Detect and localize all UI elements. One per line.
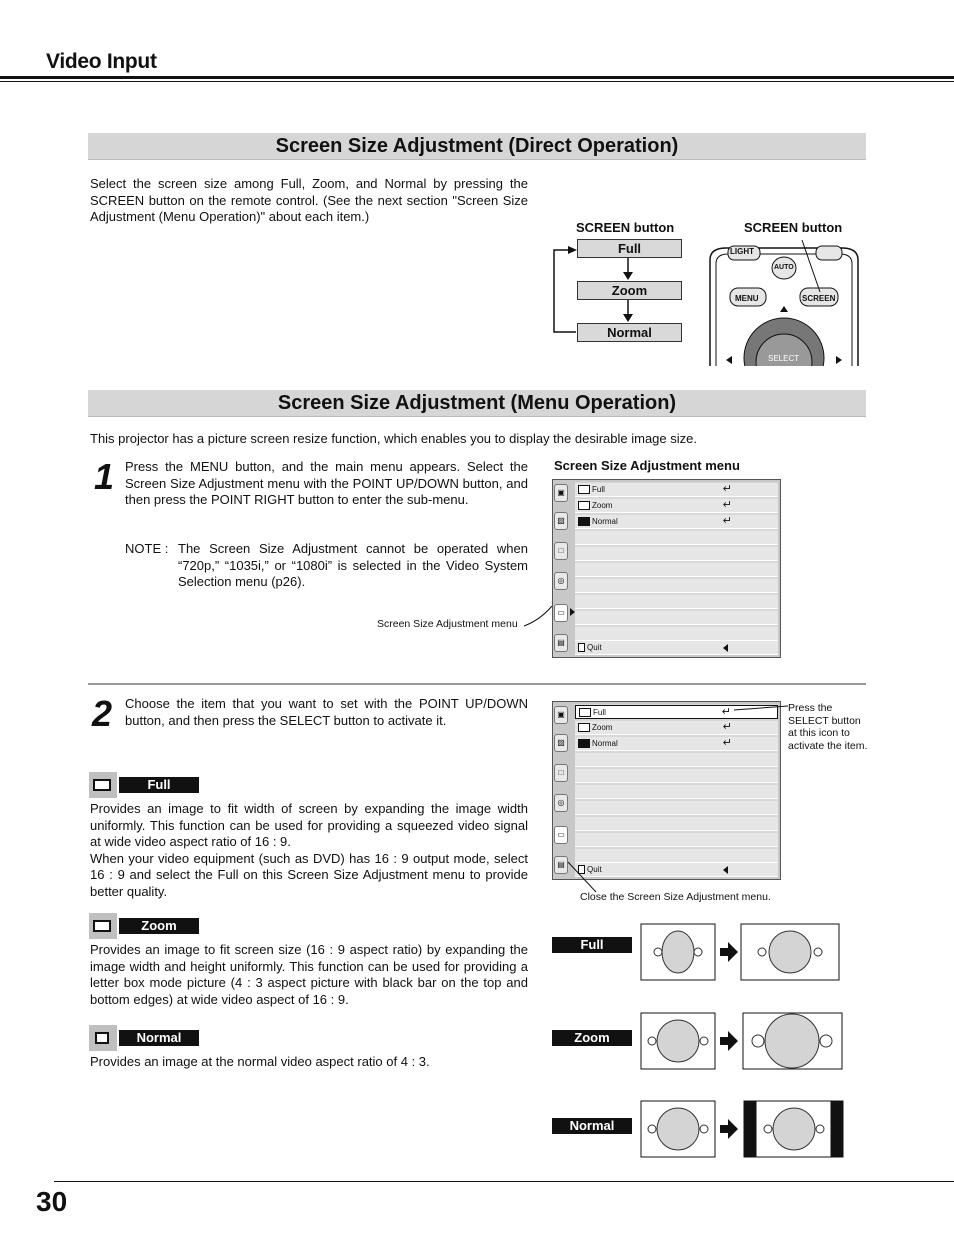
menu-tab-icon[interactable]: ▨ [554,512,568,530]
page-section-title: Video Input [46,50,157,73]
menu-item-full[interactable]: Full ↵ [575,483,778,497]
illus-label-zoom: Zoom [552,1030,632,1046]
menu-operation-intro: This projector has a picture screen resize function, which enables you to display the desirable image size. [90,431,697,446]
footer-rule [54,1181,954,1182]
menu-empty-row [575,611,778,625]
menu-empty-row [575,627,778,641]
remote-auto-key: AUTO [774,264,794,271]
menu-item-zoom[interactable]: Zoom ↵ [575,499,778,513]
menu-tab-icon[interactable]: ▨ [554,734,568,752]
menu-empty-row [575,547,778,561]
menu-sidebar [553,702,569,879]
cycle-item-normal: Normal [577,323,682,342]
illus-label-full: Full [552,937,632,953]
mode-label-normal: Normal [119,1030,199,1046]
menu-tab-icon[interactable]: □ [554,764,568,782]
mode-label-zoom: Zoom [119,918,199,934]
menu-tab-icon[interactable]: ▤ [554,856,568,874]
screen-size-tab-icon[interactable]: ▭ [554,604,568,622]
menu-caption: Screen Size Adjustment menu [554,458,740,473]
menu-tab-icon[interactable]: ▤ [554,634,568,652]
note-text: The Screen Size Adjustment cannot be operated when “720p,” “1035i,” or “1080i” is selected in the Video System Selection menu (p26). [178,541,528,589]
illus-label-normal: Normal [552,1118,632,1134]
step2-text: Choose the item that you want to set with the POINT UP/DOWN button, and then press the SELECT button to activate it. [125,696,528,728]
mode-label-full: Full [119,777,199,793]
menu-tab-icon[interactable]: ◎ [554,572,568,590]
menu-item-quit[interactable]: Quit [575,863,778,877]
step-number-2: 2 [92,693,113,734]
menu-sidebar [553,480,569,657]
page-number: 30 [36,1186,68,1217]
remote-control-illustration [706,240,866,366]
cycle-item-zoom: Zoom [577,281,682,300]
screen-size-menu-panel [552,479,781,658]
menu-tab-icon[interactable]: ◎ [554,794,568,812]
menu-empty-row [575,531,778,545]
aspect-ratio-illustrations [640,922,846,1160]
menu-item-normal[interactable]: Normal ↵ [575,515,778,529]
header-rule-thin [0,81,954,82]
note-prefix: NOTE : [125,541,169,556]
mode-desc-normal: Provides an image at the normal video aspect ratio of 4 : 3. [90,1054,430,1069]
direct-operation-text: Select the screen size among Full, Zoom, and Normal by pressing the SCREEN button on the remote control. (See the next section "Screen Size Adjustment (Menu Operation)" about each item.) [90,176,528,224]
remote-menu-key: MENU [735,294,759,303]
normal-mode-icon [89,1025,117,1051]
zoom-mode-icon [89,913,117,939]
mode-desc-zoom: Provides an image to fit screen size (16 : 9 aspect ratio) by expanding the image width and height uniformly. This function can be used for providing a letter box mode picture (4 : 3 aspect picture with black bar on the top and bottom edges) at wide video aspect of 16 : 9. [90,942,528,1007]
cycle-label: SCREEN button [576,220,675,235]
menu-item-normal[interactable]: Normal ↵ [575,737,778,751]
cycle-arrows-diagram [548,244,688,340]
close-callout: Close the Screen Size Adjustment menu. [580,891,771,903]
section-heading-direct: Screen Size Adjustment (Direct Operation) [88,133,866,160]
cycle-item-full: Full [577,239,682,258]
menu-tab-icon[interactable]: □ [554,542,568,560]
select-callout: Press the SELECT button at this icon to activate the item. [788,702,868,752]
remote-select-key: SELECT [768,354,800,363]
menu-callout-label: Screen Size Adjustment menu [377,618,518,630]
menu-tab-icon[interactable]: ▣ [554,706,568,724]
menu-item-quit[interactable]: Quit [575,641,778,655]
menu-tab-icon[interactable]: ▣ [554,484,568,502]
remote-screen-key: SCREEN [802,294,836,303]
mode-desc-full: Provides an image to fit width of screen by expanding the image width uniformly. This function can be used for providing a squeezed video signal at wide video aspect ratio of 16 : 9. When your video equipment (such as DVD) has 16 : 9 output mode, select 16 : 9 and select the Full on this Screen Size Adjustment menu to provide better quality. [90,801,528,899]
full-mode-icon [89,772,117,798]
remote-light-key: LIGHT [730,247,754,256]
step-number-1: 1 [94,456,115,497]
menu-empty-row [575,563,778,577]
step1-text: Press the MENU button, and the main menu appears. Select the Screen Size Adjustment menu with the POINT UP/DOWN button, and then press the POINT RIGHT button to enter the sub-menu. [125,459,528,507]
remote-label: SCREEN button [744,220,843,235]
header-rule [0,76,954,79]
menu-empty-row [575,579,778,593]
menu-empty-row [575,595,778,609]
section-heading-menu: Screen Size Adjustment (Menu Operation) [88,390,866,417]
section-divider [88,683,866,685]
screen-size-tab-icon[interactable]: ▭ [554,826,568,844]
menu-item-zoom[interactable]: Zoom ↵ [575,721,778,735]
menu-list [575,482,778,655]
menu-item-full[interactable]: Full ↵ [575,705,778,719]
